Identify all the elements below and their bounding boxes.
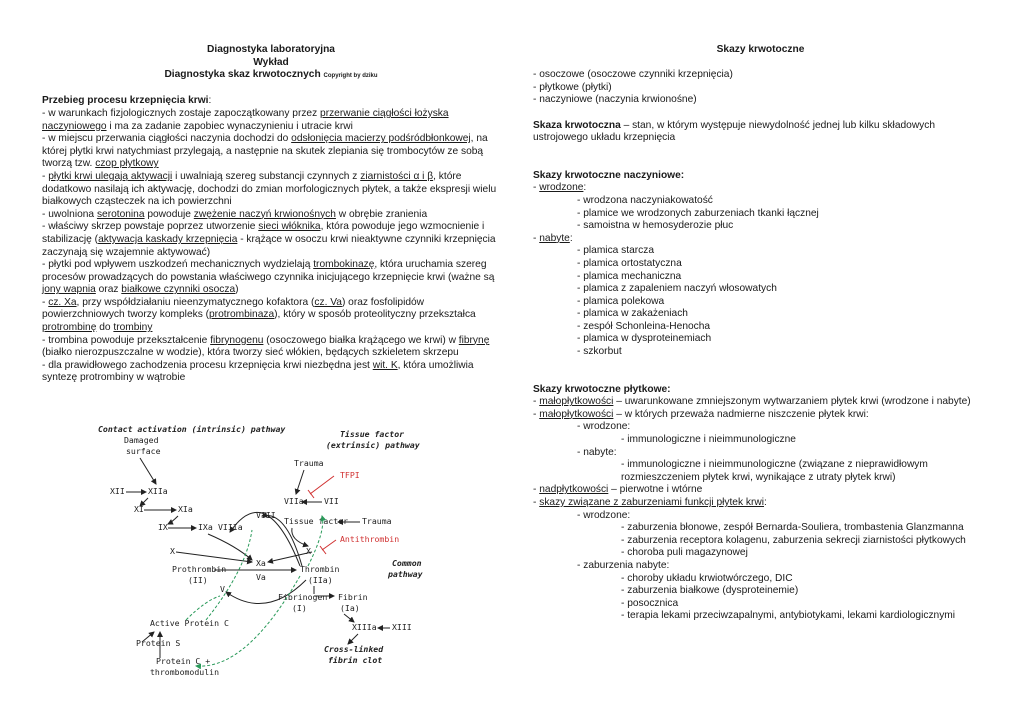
p7-b: , przy współdziałaniu nieenzymatycznego kofaktora ( [76,296,315,308]
nabyte-item: - plamica w zakażeniach [577,308,688,320]
tissue-factor: Tissue factor [284,516,349,526]
inhibition-lines [308,476,336,554]
p6-u3: białkowe czynniki osocza [121,284,236,296]
factor-xia: XIa [178,504,193,514]
p4-u1: serotonina [96,208,145,220]
platelet-1: - małopłytkowości – uwarunkowane zmniejszonym wytwarzaniem płytek krwi (wrodzone i nabyte) [533,396,971,408]
header-line2: Wykład [253,56,289,68]
nabyte-item: - plamica starcza [577,245,654,257]
p5-c: - krążące w osoczu krwi nieaktywne czynniki krzepnięcia zaczynają się wzajemnie aktywować) [42,233,496,258]
p7-u4: protrombinę [42,322,97,334]
type-1: - osoczowe (osoczowe czynniki krzepnięcia) [533,69,733,81]
nabyte-item: - plamica ortostatyczna [577,257,682,269]
nabyte-item: - plamica mechaniczna [577,270,682,282]
header-line1: Diagnostyka laboratoryjna [207,44,335,55]
p7-e: do [96,322,114,334]
nabyte-item: - szkorbut [577,346,622,358]
p1-a: - w warunkach fizjologicznych zostaje zapoczątkowany przez [42,107,321,119]
p8-c: (białko nierozpuszczalne w wodzie), która tworzy sieć włókien, będących szkieletem skrzepu [42,347,459,359]
nabyte-item: - plamica w dysproteinemiach [577,333,712,345]
pl2-nabyte: - nabyte: [577,446,617,458]
p7-u2: cz. Va [314,296,342,308]
p2-u1: odsłonięcia macierzy podśródbłonkowej [291,133,471,145]
pl4-nabyte-item: - posocznica [621,597,679,609]
paragraph-5 [42,221,500,259]
p4-u2: zwężenie naczyń krwionośnych [193,208,336,220]
paragraph-6 [42,259,500,297]
platelet-2: - małopłytkowości – w których przeważa nadmierne niszczenie płytek krwi: [533,408,869,420]
factor-xiii: XIII [392,622,412,632]
factor-x-right: X [306,546,311,556]
platelet-4: - skazy związane z zaburzeniami funkcji płytek krwi: [533,497,767,508]
p9-u1: wit. K [372,359,398,371]
definition [533,120,988,145]
pl2-text: – w których przeważa nadmierne niszczenie płytek krwi: [613,408,869,420]
pl4-term: skazy związane z zaburzeniami funkcji płytek krwi [539,497,765,508]
p4-c: w obrębie zranienia [335,208,428,220]
header-title: Diagnostyka skaz krwotocznych [164,69,321,81]
p5-b: , która powoduje jego wzmocnienie i stabilizację ( [42,221,485,245]
factor-va: Va [256,572,266,582]
platelet-title: Skazy krwotoczne płytkowe: [533,383,671,395]
coagulation-cascade-diagram [96,420,436,682]
p8-u1: fibrynogenu [210,334,264,346]
wrodzone-item: - wrodzona naczyniakowatość [577,194,713,206]
factor-xa: Xa [256,558,266,568]
antithrombin-label: Antithrombin [340,534,400,544]
paragraph-4 [42,209,500,222]
nabyte-item: - plamica polekowa [577,295,665,307]
pl3-text: – pierwotne i wtórne [608,484,703,496]
tfpi-label: TFPI [340,470,360,480]
p8-b: (osoczowego białka krążącego we krwi) w [263,334,459,346]
pl4-wrodzone-item: - choroba puli magazynowej [621,547,748,559]
pl1-term: małopłytkowości [539,396,614,408]
pl4-nabyte-item: - zaburzenia białkowe (dysproteinemie) [621,585,799,597]
thrombin-label: Thrombin [300,564,340,574]
p5-u1: sieci włóknika [258,221,321,233]
right-title: Skazy krwotoczne [716,44,805,55]
p3-u2: ziarnistości α i β [360,170,434,182]
pl2-nabyte-item: - immunologiczne i nieimmunologiczne (związane z nieprawidłowym rozmieszczeniem płytek krwi, wynikające z utraty płytek krwi) [621,459,928,483]
p5-a: - właściwy skrzep powstaje poprzez utworzenie [42,221,259,233]
factor-xii: XII [110,486,125,496]
section-title-text: Przebieg procesu krzepnięcia krwi [42,95,209,107]
protein-c: Protein C + [156,656,211,666]
factor-ixa: IXa [198,522,213,532]
fibrin-label: Fibrin [338,592,368,602]
p6-u2: jony wapnia [42,284,96,296]
pl4-wrodzone: - wrodzone: [577,509,631,521]
p4-b: powoduje [144,208,194,220]
factor-viia: VIIa [284,496,304,506]
pl4-nabyte-item: - terapia lekami przeciwzapalnymi, antybiotykami, lekami kardiologicznymi [621,610,956,622]
protein-s: Protein S [136,638,181,648]
nabyte-item: - plamica z zapaleniem naczyń włosowatych [577,283,777,295]
p2-a: - w miejscu przerwania ciągłości naczynia dochodzi do [42,133,292,145]
factor-v: V [220,584,225,594]
paragraph-9 [42,360,500,385]
pl4-text: : [764,497,767,508]
fibrinogen-label: Fibrinogen [278,592,328,602]
p5-u2: aktywacja kaskady krzepnięcia [98,233,238,245]
wrodzone-item: - samoistna w hemosyderozie płuc [577,220,734,232]
left-column [42,44,500,385]
pl1-text: – uwarunkowane zmniejszonym wytwarzaniem płytek krwi (wrodzone i nabyte) [613,396,971,408]
p1-b: i ma za zadanie zapobiec wynaczynieniu i utracie krwi [106,120,353,132]
type-3: - naczyniowe (naczynia krwionośne) [533,94,697,106]
p8-u2: fibrynę [458,334,490,346]
p3-u1: płytki krwi ulegają aktywacji [48,170,173,182]
nabyte-item: - zespół Schonleina-Henocha [577,320,711,332]
trauma-right: Trauma [362,516,392,526]
factor-viii: VIII [256,510,276,520]
p4-a: - uwolniona [42,208,97,220]
factor-xi: XI [134,504,144,514]
prothrombin-label: Prothrombin [172,564,227,574]
fibrinogen-code: (I) [292,603,307,613]
header-line3 [42,69,500,83]
vascular-wrodzone: - wrodzone: [533,182,587,194]
p3-a: - [42,170,49,182]
wrodzone-item: - plamice we wrodzonych zaburzeniach tkanki łącznej [577,207,819,219]
fibrin-code: (Ia) [340,603,360,613]
common-label-2: pathway [388,569,423,579]
p8-a: - trombina powoduje przekształcenie [42,334,211,346]
paragraph-2 [42,133,500,171]
trauma-top: Trauma [294,458,324,468]
vascular-title: Skazy krwotoczne naczyniowe: [533,169,685,181]
definition-term: Skaza krwotoczna [533,119,621,131]
p6-b: , która uruchamia szereg procesów prowadzących do powstania właściwego czynnika inicjującego krzepnięcie krwi (ważne są [42,259,495,283]
factor-x-left: X [170,546,175,556]
nabyte-label: nabyte [539,232,570,244]
crosslinked-2: fibrin clot [328,655,383,665]
intrinsic-title: Contact activation (intrinsic) pathway [98,424,286,434]
p9-b: , która umożliwia syntezę protrombiny w wątrobie [42,359,474,384]
damaged-label: Damaged [124,435,159,445]
type-2: - płytkowe (płytki) [533,81,612,93]
wrodzone-label: wrodzone [539,182,584,194]
pl4-nabyte-item: - choroby układu krwiotwórczego, DIC [621,572,793,584]
extrinsic-title-2: (extrinsic) pathway [326,440,420,450]
p6-u1: trombokinazę [313,259,375,271]
p6-d: ) [235,284,239,296]
p7-u1: cz. Xa [48,296,77,308]
common-label-1: Common [392,558,422,568]
p7-c: ) oraz fosfolipidów powierzchniowych tworzy kompleks ( [42,296,425,321]
p7-a: - [42,296,49,308]
pl4-wrodzone-item: - zaburzenia błonowe, zespół Bernarda-Souliera, trombastenia Glanzmanna [621,522,964,534]
copyright-note: Copyright by dziku [323,73,378,80]
factor-viiia: VIIIa [218,522,243,532]
thrombin-code: (IIa) [308,575,333,585]
p7-d: ), który w sposób proteolityczny przekształca [274,309,476,321]
p6-a: - płytki pod wpływem uszkodzeń mechanicznych wydzielają [42,259,314,271]
factor-xiia: XIIa [148,486,168,496]
p3-c: , które dodatkowo nasilają ich aktywację, dochodzi do zmian morfologicznych płytek, a także ekspresji wielu białkowych cząsteczek na ich powierzchni [42,170,497,208]
p1-u1: przerwanie ciągłości łożyska naczyniowego [42,107,449,132]
p7-u3: protrombinaza [209,309,275,321]
prothrombin-code: (II) [188,575,208,585]
p9-a: - dla prawidłowego zachodzenia procesu krzepnięcia krwi niezbędna jest [42,359,373,371]
vascular-nabyte: - nabyte: [533,232,573,244]
pl2-wrodzone-item: - immunologiczne i nieimmunologiczne [621,434,796,446]
crosslinked-1: Cross-linked [324,644,384,654]
p7-u5: trombiny [113,322,153,334]
p2-b: , na której płytki krwi natychmiast przylegają, a następnie na skutek zlepiania się trombocytów ze sobą tworzą tzw. [42,133,488,170]
p6-c: oraz [95,284,122,296]
section-title: Przebieg procesu krzepnięcia krwi: [42,95,212,107]
definition-text: – stan, w którym występuje niewydolność jednej lub kilku składowych ustrojowego układu krzepnięcia [533,119,936,144]
p2-u2: czop płytkowy [95,158,159,170]
paragraph-3 [42,171,500,209]
thrombomodulin: thrombomodulin [150,667,220,677]
surface-label: surface [126,446,161,456]
factor-vii: VII [324,496,339,506]
pl4-wrodzone-item: - zaburzenia receptora kolagenu, zaburzenia sekrecji ziarnistości płytkowych [621,534,966,546]
pl3-term: nadpłytkowości [539,484,609,496]
active-protein-c: Active Protein C [150,618,229,628]
pl2-wrodzone: - wrodzone: [577,421,631,433]
platelet-3: - nadpłytkowości – pierwotne i wtórne [533,484,703,496]
right-column [533,44,988,623]
paragraph-8 [42,335,500,360]
p3-b: i uwalniają szereg substancji czynnych z [172,170,361,182]
factor-xiiia: XIIIa [352,622,377,632]
paragraph-1 [42,108,500,133]
factor-ix: IX [158,522,168,532]
pl2-term: małopłytkowości [539,408,614,420]
pl4-nabyte: - zaburzenia nabyte: [577,559,670,571]
paragraph-7 [42,297,500,335]
extrinsic-title-1: Tissue factor [340,429,405,439]
